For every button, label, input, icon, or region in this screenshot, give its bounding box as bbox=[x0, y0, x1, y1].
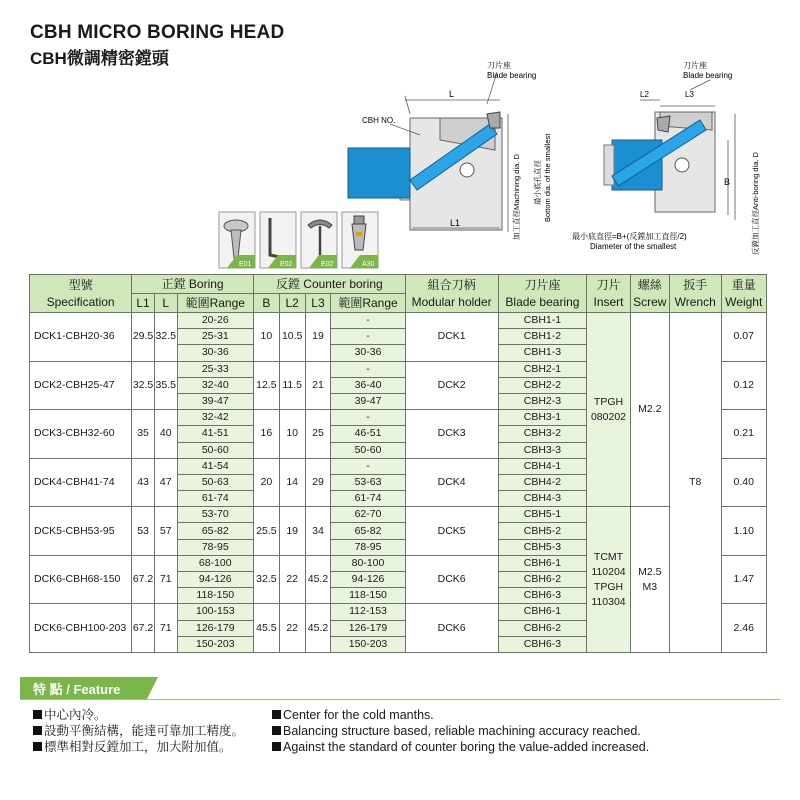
t-wrench-icon bbox=[301, 212, 337, 268]
feature-en-2: Balancing structure based, reliable machining accuracy reached. bbox=[272, 723, 641, 739]
dim-L1: L1 bbox=[450, 218, 461, 228]
technical-drawing bbox=[0, 0, 800, 270]
spec-L1: 67.2 bbox=[132, 555, 155, 604]
spec-L3: 21 bbox=[305, 361, 331, 410]
spec-L2: 11.5 bbox=[279, 361, 305, 410]
modular-holder: DCK6 bbox=[405, 604, 498, 653]
header-blade-zh: 刀片座 bbox=[524, 277, 561, 292]
counter-range: 46-51 bbox=[331, 426, 405, 442]
title-chinese: CBH微調精密鏜頭 bbox=[30, 49, 169, 68]
boring-range: 118-150 bbox=[177, 588, 253, 604]
spec-L2: 22 bbox=[279, 604, 305, 653]
header-L3: L3 bbox=[305, 294, 331, 313]
header-wrench-en: Wrench bbox=[674, 294, 716, 309]
counter-range: 53-63 bbox=[331, 474, 405, 490]
spec-B: 12.5 bbox=[253, 361, 279, 410]
header-L: L bbox=[154, 294, 177, 313]
weight: 0.40 bbox=[721, 458, 767, 507]
weight: 2.46 bbox=[721, 604, 767, 653]
feature-en-1: Center for the cold manths. bbox=[272, 707, 434, 723]
counter-range: 65-82 bbox=[331, 523, 405, 539]
l-wrench-icon bbox=[260, 212, 296, 268]
anti-boring-dia-label: 反鏜加工直徑Anti-boring dia. D bbox=[751, 152, 760, 255]
spec-L3: 25 bbox=[305, 410, 331, 459]
blade-bearing: CBH6-2 bbox=[498, 620, 587, 636]
smallest-formula: 最小底直徑=B+(反鏜加工直徑/2) bbox=[572, 232, 687, 241]
boring-range: 126-179 bbox=[177, 620, 253, 636]
counter-range: 118-150 bbox=[331, 588, 405, 604]
dim-L3: L3 bbox=[685, 90, 694, 99]
cell-line: 110304 bbox=[591, 595, 626, 608]
blade-bearing: CBH6-1 bbox=[498, 604, 587, 620]
insert-b bbox=[587, 507, 630, 653]
bottom-dia-en-label: Bottom dia. of the smallest bbox=[543, 133, 552, 222]
cell-line: 110204 bbox=[591, 565, 626, 578]
feature-heading: 特 點 / Feature bbox=[33, 682, 121, 697]
spec-model: DCK6-CBH100-203 bbox=[30, 604, 132, 653]
blade-bearing: CBH4-2 bbox=[498, 474, 587, 490]
spec-model: DCK1-CBH20-36 bbox=[30, 313, 132, 362]
blade-bearing: CBH3-3 bbox=[498, 442, 587, 458]
spec-L3: 34 bbox=[305, 507, 331, 556]
spec-L3: 45.2 bbox=[305, 555, 331, 604]
pull-stud-icon bbox=[342, 212, 378, 268]
specification-table bbox=[29, 274, 767, 653]
spec-L1: 53 bbox=[132, 507, 155, 556]
spec-L1: 43 bbox=[132, 458, 155, 507]
header-modular-zh: 組合刀柄 bbox=[427, 277, 476, 292]
counter-range: 150-203 bbox=[331, 636, 405, 652]
weight: 1.10 bbox=[721, 507, 767, 556]
blade-bearing-en-left: Blade bearing bbox=[487, 71, 537, 80]
boring-range: 50-60 bbox=[177, 442, 253, 458]
icon-code-1: E01 bbox=[239, 261, 252, 268]
spec-L: 47 bbox=[154, 458, 177, 507]
blade-bearing: CBH2-3 bbox=[498, 393, 587, 409]
header-model-zh: 型號 bbox=[68, 277, 93, 292]
blade-bearing: CBH6-2 bbox=[498, 572, 587, 588]
feature-zh-2: 設動平衡結構，能達可靠加工精度。 bbox=[33, 723, 244, 739]
header-L1: L1 bbox=[132, 294, 155, 313]
boring-range: 32-40 bbox=[177, 377, 253, 393]
table-row bbox=[30, 507, 767, 523]
bullet-square-icon bbox=[33, 726, 42, 735]
spec-L1: 29.5 bbox=[132, 313, 155, 362]
bullet-square-icon bbox=[33, 710, 42, 719]
spec-B: 16 bbox=[253, 410, 279, 459]
weight: 1.47 bbox=[721, 555, 767, 604]
spec-L2: 14 bbox=[279, 458, 305, 507]
header-insert-zh: 刀片 bbox=[596, 277, 621, 292]
header-counter-range: 範圍Range bbox=[331, 294, 405, 313]
boring-range: 41-51 bbox=[177, 426, 253, 442]
blade-bearing: CBH1-3 bbox=[498, 345, 587, 361]
spec-model: DCK3-CBH32-60 bbox=[30, 410, 132, 459]
weight: 0.12 bbox=[721, 361, 767, 410]
blade-bearing: CBH3-2 bbox=[498, 426, 587, 442]
blade-bearing: CBH5-1 bbox=[498, 507, 587, 523]
boring-range: 61-74 bbox=[177, 491, 253, 507]
counter-range: 50-60 bbox=[331, 442, 405, 458]
dim-L: L bbox=[449, 89, 455, 99]
header-modular-en: Modular holder bbox=[411, 294, 492, 309]
cell-line: M3 bbox=[642, 580, 658, 593]
counter-range: - bbox=[331, 410, 405, 426]
blade-bearing: CBH5-2 bbox=[498, 523, 587, 539]
spec-L1: 32.5 bbox=[132, 361, 155, 410]
blade-bearing: CBH1-2 bbox=[498, 329, 587, 345]
smallest-diameter-en: Diameter of the smallest bbox=[590, 242, 677, 251]
boring-range: 32-42 bbox=[177, 410, 253, 426]
spec-B: 25.5 bbox=[253, 507, 279, 556]
insert-a bbox=[587, 313, 630, 507]
title-english: CBH MICRO BORING HEAD bbox=[30, 22, 285, 43]
accessory-icons bbox=[219, 212, 378, 268]
header-wrench-zh: 扳手 bbox=[683, 277, 708, 292]
header-L2: L2 bbox=[279, 294, 305, 313]
blade-bearing-zh-right: 刀片座 bbox=[683, 61, 707, 70]
spec-L2: 10.5 bbox=[279, 313, 305, 362]
header-blade-en: Blade bearing bbox=[505, 294, 580, 309]
cell-line: TPGH bbox=[593, 395, 624, 408]
icon-code-3: E02 bbox=[321, 261, 334, 268]
header-B: B bbox=[253, 294, 279, 313]
bullet-square-icon bbox=[272, 710, 281, 719]
spec-L: 32.5 bbox=[154, 313, 177, 362]
header-boring: 正鏜 Boring bbox=[132, 275, 254, 294]
boring-range: 50-63 bbox=[177, 474, 253, 490]
blade-bearing-zh-left: 刀片座 bbox=[487, 61, 511, 70]
spec-L3: 19 bbox=[305, 313, 331, 362]
modular-holder: DCK1 bbox=[405, 313, 498, 362]
counter-range: 112-153 bbox=[331, 604, 405, 620]
spec-L2: 10 bbox=[279, 410, 305, 459]
bottom-dia-zh-label: 最小底孔直徑 bbox=[533, 160, 542, 205]
spec-B: 45.5 bbox=[253, 604, 279, 653]
header-model-en: Specification bbox=[46, 294, 115, 309]
boring-range: 150-203 bbox=[177, 636, 253, 652]
modular-holder: DCK5 bbox=[405, 507, 498, 556]
blade-bearing: CBH3-1 bbox=[498, 410, 587, 426]
boring-head-diagram-right bbox=[572, 60, 760, 255]
boring-range: 25-33 bbox=[177, 361, 253, 377]
blade-bearing-en-right: Blade bearing bbox=[683, 71, 733, 80]
header-counter-boring: 反鏜 Counter boring bbox=[253, 275, 405, 294]
header-screw bbox=[630, 275, 669, 313]
boring-range: 68-100 bbox=[177, 555, 253, 571]
bullet-square-icon bbox=[272, 742, 281, 751]
boring-range: 41-54 bbox=[177, 458, 253, 474]
spec-L1: 35 bbox=[132, 410, 155, 459]
feature-en-3: Against the standard of counter boring the value-added increased. bbox=[272, 739, 649, 755]
counter-range: 94-126 bbox=[331, 572, 405, 588]
feature-zh-3: 標準相對反鏜加工，加大附加值。 bbox=[33, 739, 232, 755]
blade-bearing: CBH4-1 bbox=[498, 458, 587, 474]
boring-range: 65-82 bbox=[177, 523, 253, 539]
counter-range: - bbox=[331, 458, 405, 474]
header-boring-range: 範圍Range bbox=[177, 294, 253, 313]
blade-bearing: CBH6-3 bbox=[498, 636, 587, 652]
boring-head-diagram-left bbox=[348, 60, 552, 240]
spec-L: 40 bbox=[154, 410, 177, 459]
spec-L2: 22 bbox=[279, 555, 305, 604]
spec-L: 57 bbox=[154, 507, 177, 556]
blade-bearing: CBH1-1 bbox=[498, 313, 587, 329]
boring-range: 78-95 bbox=[177, 539, 253, 555]
counter-range: 39-47 bbox=[331, 393, 405, 409]
bullet-square-icon bbox=[272, 726, 281, 735]
spec-L: 35.5 bbox=[154, 361, 177, 410]
screw-b bbox=[630, 507, 669, 653]
spec-L2: 19 bbox=[279, 507, 305, 556]
spec-B: 32.5 bbox=[253, 555, 279, 604]
header-insert bbox=[587, 275, 630, 313]
header-modular-holder bbox=[405, 275, 498, 313]
boring-range: 20-26 bbox=[177, 313, 253, 329]
blade-bearing: CBH4-3 bbox=[498, 491, 587, 507]
header-insert-en: Insert bbox=[593, 294, 624, 309]
modular-holder: DCK6 bbox=[405, 555, 498, 604]
spec-L3: 29 bbox=[305, 458, 331, 507]
blade-bearing: CBH5-3 bbox=[498, 539, 587, 555]
modular-holder: DCK2 bbox=[405, 361, 498, 410]
header-screw-zh: 螺絲 bbox=[637, 277, 662, 292]
machining-dia-label: 加工直徑Machining dia. D bbox=[512, 154, 521, 240]
header-weight bbox=[721, 275, 767, 313]
screw-a bbox=[630, 313, 669, 507]
spec-L: 71 bbox=[154, 555, 177, 604]
spec-B: 10 bbox=[253, 313, 279, 362]
header-weight-en: Weight bbox=[725, 294, 763, 309]
modular-holder: DCK4 bbox=[405, 458, 498, 507]
feature-zh-1: 中心內冷。 bbox=[33, 707, 107, 723]
icon-code-4: A30 bbox=[362, 261, 375, 268]
cell-line: TCMT bbox=[593, 550, 624, 563]
spec-model: DCK4-CBH41-74 bbox=[30, 458, 132, 507]
cell-line: 080202 bbox=[590, 410, 627, 423]
spec-L: 71 bbox=[154, 604, 177, 653]
blade-bearing: CBH2-2 bbox=[498, 377, 587, 393]
dim-B: B bbox=[724, 177, 731, 187]
dim-L2: L2 bbox=[640, 90, 649, 99]
blade-bearing: CBH2-1 bbox=[498, 361, 587, 377]
boring-range: 100-153 bbox=[177, 604, 253, 620]
bullet-square-icon bbox=[33, 742, 42, 751]
boring-range: 30-36 bbox=[177, 345, 253, 361]
counter-range: 30-36 bbox=[331, 345, 405, 361]
wrench: T8 bbox=[669, 313, 721, 653]
header-wrench bbox=[669, 275, 721, 313]
spec-L3: 45.2 bbox=[305, 604, 331, 653]
spec-model: DCK5-CBH53-95 bbox=[30, 507, 132, 556]
blade-bearing: CBH6-3 bbox=[498, 588, 587, 604]
counter-range: 62-70 bbox=[331, 507, 405, 523]
cell-line: M2.2 bbox=[638, 403, 662, 416]
weight: 0.21 bbox=[721, 410, 767, 459]
counter-range: - bbox=[331, 313, 405, 329]
header-screw-en: Screw bbox=[633, 294, 667, 309]
table-row bbox=[30, 313, 767, 329]
spec-model: DCK6-CBH68-150 bbox=[30, 555, 132, 604]
header-blade-bearing bbox=[498, 275, 587, 313]
counter-range: 80-100 bbox=[331, 555, 405, 571]
header-weight-zh: 重量 bbox=[731, 277, 756, 292]
boring-range: 39-47 bbox=[177, 393, 253, 409]
feature-divider bbox=[20, 699, 780, 700]
counter-range: 61-74 bbox=[331, 491, 405, 507]
weight: 0.07 bbox=[721, 313, 767, 362]
counter-range: 78-95 bbox=[331, 539, 405, 555]
header-specification bbox=[30, 275, 132, 313]
blade-bearing: CBH6-1 bbox=[498, 555, 587, 571]
icon-code-2: E02 bbox=[280, 261, 293, 268]
counter-range: - bbox=[331, 329, 405, 345]
modular-holder: DCK3 bbox=[405, 410, 498, 459]
counter-range: 126-179 bbox=[331, 620, 405, 636]
spec-B: 20 bbox=[253, 458, 279, 507]
spec-L1: 67.2 bbox=[132, 604, 155, 653]
cbh-no-label: CBH NO. bbox=[362, 116, 396, 125]
boring-range: 53-70 bbox=[177, 507, 253, 523]
counter-range: - bbox=[331, 361, 405, 377]
boring-range: 25-31 bbox=[177, 329, 253, 345]
boring-range: 94-126 bbox=[177, 572, 253, 588]
cell-line: TPGH bbox=[593, 580, 624, 593]
spec-model: DCK2-CBH25-47 bbox=[30, 361, 132, 410]
counter-range: 36-40 bbox=[331, 377, 405, 393]
screw-icon bbox=[219, 212, 255, 268]
cell-line: M2.5 bbox=[638, 565, 662, 578]
